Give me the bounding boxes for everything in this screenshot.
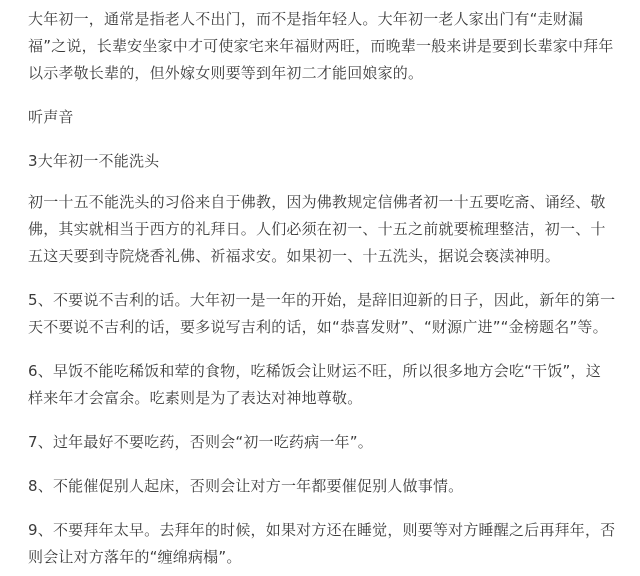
paragraph-hair-washing: 初一十五不能洗头的习俗来自于佛教，因为佛教规定信佛者初一十五要吃斋、诵经、敬佛，其实就相当于西方的礼拜日。人们必须在初一、十五之前就要梳理整洁，初一、十五这天要到寺院烧香礼佛、祈福求安。如果初一、十五洗头，据说会亵渎神明。 [28,193,606,265]
paragraph-rule-9: 9、不要拜年太早。去拜年的时候，如果对方还在睡觉，则要等对方睡醒之后再拜年，否则会让对方落年的“缠绵病榻”。 [28,521,616,566]
paragraph-first-day-customs: 大年初一，通常是指老人不出门，而不是指年轻人。大年初一老人家出门有“走财漏福”之说，长辈安坐家中才可使家宅来年福财两旺，而晚辈一般来讲是要到长辈家中拜年以示孝敬长辈的，但外嫁女则要等到年初二才能回娘家的。 [28,10,614,82]
listen-audio-label: 听声音 [28,108,74,126]
section-heading-no-hair-washing: 3大年初一不能洗头 [28,152,160,170]
paragraph-rule-5: 5、不要说不吉利的话。大年初一是一年的开始，是辞旧迎新的日子，因此，新年的第一天不要说不吉利的话，要多说写吉利的话，如“恭喜发财”、“财源广进”“金榜题名”等。 [28,291,616,336]
paragraph-rule-6: 6、早饭不能吃稀饭和荤的食物，吃稀饭会让财运不旺，所以很多地方会吃“干饭”，这样来年才会富余。吃素则是为了表达对神地尊敬。 [28,362,601,407]
paragraph-rule-8: 8、不能催促别人起床，否则会让对方一年都要催促别人做事情。 [28,477,464,495]
paragraph-rule-7: 7、过年最好不要吃药，否则会“初一吃药病一年”。 [28,433,373,451]
